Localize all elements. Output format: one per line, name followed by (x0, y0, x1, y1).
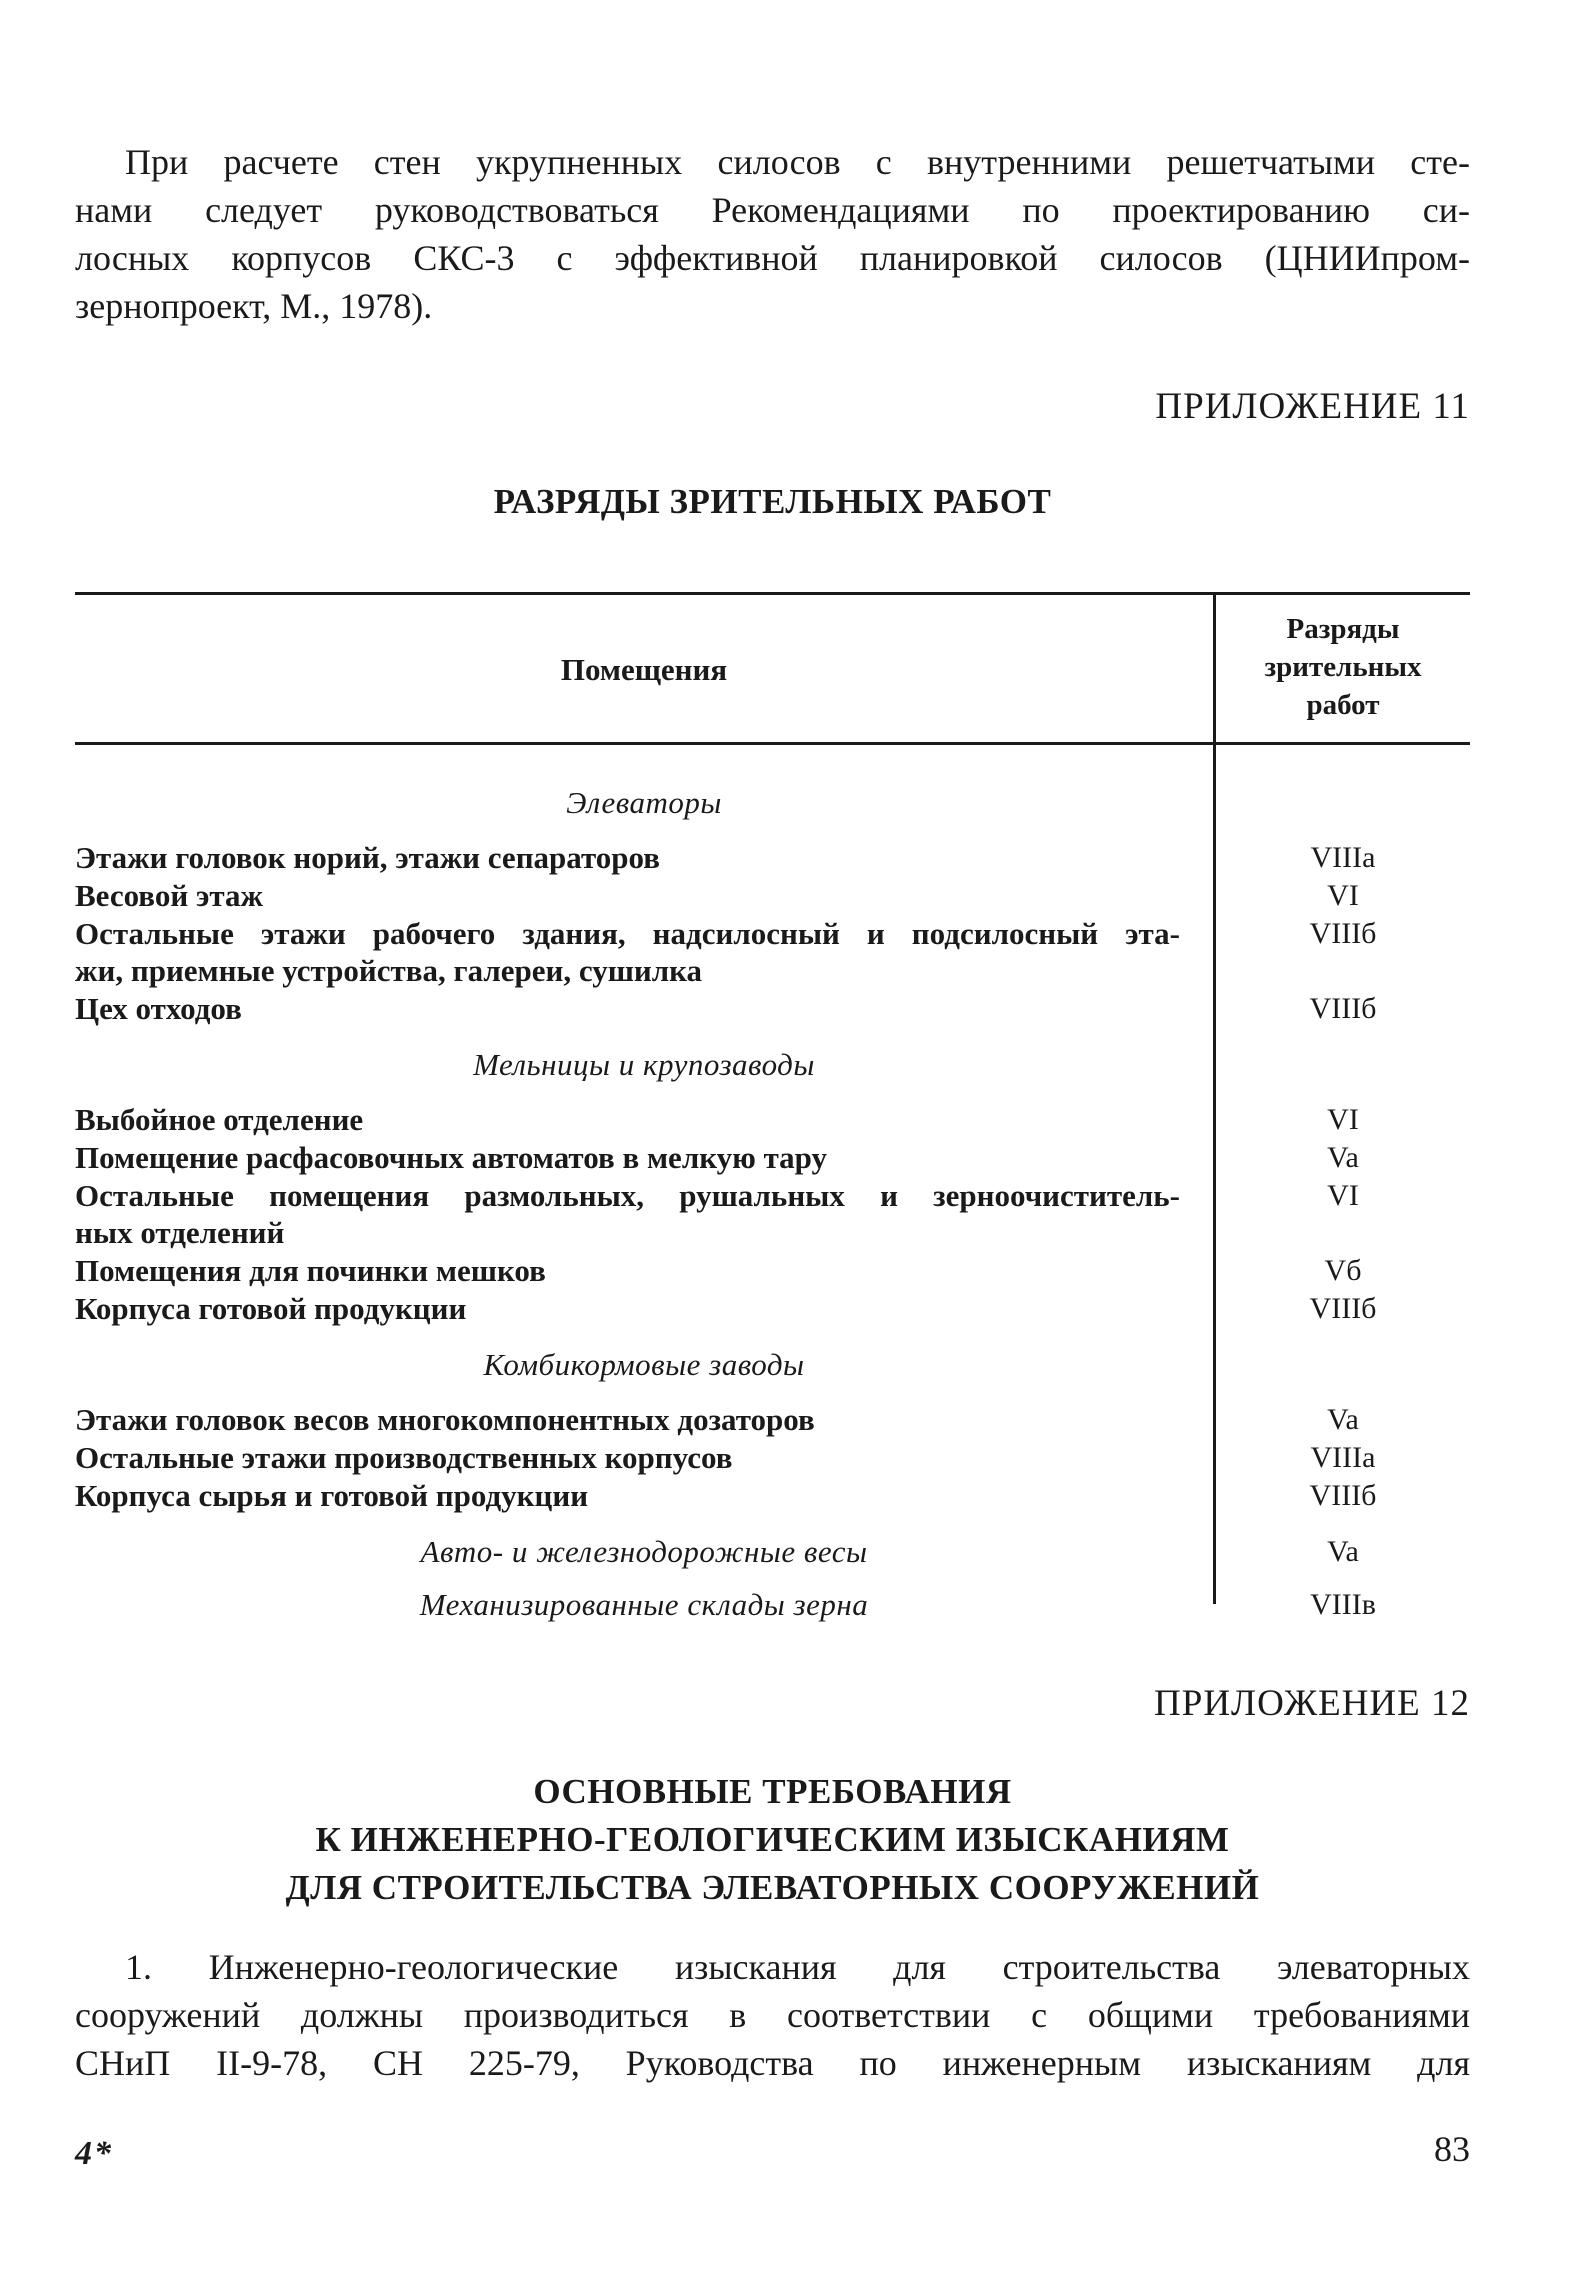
room-name (75, 877, 1180, 914)
room-name-line: Помещение расфасовочных автоматов в мелкую тару (75, 1140, 828, 1175)
paragraph-line: зернопроект, М., 1978). (75, 286, 433, 326)
room-name-line: жи, приемные устройства, галереи, сушилка (75, 953, 703, 988)
room-name (75, 839, 1180, 876)
paragraph-line: лосных корпусов СКС-3 с эффективной планировкой силосов (ЦНИИпром- (75, 238, 1470, 278)
column-header-line: Разряды (1286, 613, 1400, 645)
grade-value: VI (1327, 1103, 1359, 1136)
appendix-12-label: ПРИЛОЖЕНИЕ 12 (1154, 1683, 1470, 1724)
appendix-12-paragraph (75, 1943, 1470, 2087)
room-name-line: Выбойное отделение (75, 1102, 364, 1137)
room-name-line: Корпуса сырья и готовой продукции (75, 1478, 589, 1513)
column-header-grades (1216, 610, 1470, 724)
column-header-rooms: Помещения (560, 652, 728, 687)
column-header-line: зрительных (1264, 651, 1422, 683)
grade-value: VIIIб (1309, 1292, 1377, 1325)
grade-value: VIIIб (1309, 1479, 1377, 1512)
room-name (75, 1101, 1180, 1138)
grade-value: Va (1327, 1535, 1359, 1568)
grade-value: VIIIa (1310, 1441, 1376, 1474)
paragraph-line: 1. Инженерно-геологические изыскания для строительства элеваторных (125, 1947, 1470, 1987)
table-section-heading: Авто- и железнодорожные весы (420, 1534, 868, 1569)
table-section-heading: Механизированные склады зерна (419, 1587, 869, 1622)
table-top-rule (75, 592, 1470, 595)
appendix-11-title: РАЗРЯДЫ ЗРИТЕЛЬНЫХ РАБОТ (493, 482, 1052, 521)
paragraph-line: нами следует руководствоваться Рекомендациями по проектированию си- (75, 190, 1470, 230)
grade-value: VI (1327, 1179, 1359, 1212)
grade-value: VIIIб (1309, 917, 1377, 950)
grade-value: VIIIa (1310, 841, 1376, 874)
visual-work-grades-table (75, 592, 1470, 1622)
room-name (75, 1177, 1180, 1251)
appendix-11-label: ПРИЛОЖЕНИЕ 11 (1155, 386, 1470, 427)
room-name-line: Весовой этаж (75, 878, 263, 913)
appendix-12-title (75, 1768, 1470, 1912)
grade-value: Vб (1324, 1254, 1362, 1287)
room-name (75, 1401, 1180, 1438)
room-name-line: Помещения для починки мешков (75, 1253, 546, 1288)
room-name-line: Остальные этажи рабочего здания, надсилосный и подсилосный эта- (75, 916, 1180, 951)
table-section-heading: Комбикормовые заводы (483, 1347, 805, 1382)
room-name (75, 1252, 1180, 1289)
room-name-line: Этажи головок весов многокомпонентных дозаторов (75, 1402, 815, 1437)
room-name-line: Цех отходов (75, 991, 242, 1026)
table-section-heading: Мельницы и крупозаводы (473, 1047, 815, 1082)
title-line: ДЛЯ СТРОИТЕЛЬСТВА ЭЛЕВАТОРНЫХ СООРУЖЕНИЙ (285, 1868, 1260, 1907)
room-name (75, 1477, 1180, 1514)
grade-value: VI (1327, 879, 1359, 912)
room-name (75, 1439, 1180, 1476)
room-name-line: Остальные помещения размольных, рушальных и зерноочиститель- (75, 1178, 1180, 1213)
column-header-line: работ (1306, 689, 1380, 721)
room-name-line: Корпуса готовой продукции (75, 1291, 467, 1326)
title-line: ОСНОВНЫЕ ТРЕБОВАНИЯ (533, 1772, 1012, 1811)
room-name-line: Остальные этажи производственных корпусов (75, 1440, 733, 1475)
room-name (75, 915, 1180, 989)
room-name (75, 1139, 1180, 1176)
grade-value: VIIIб (1309, 992, 1377, 1025)
grade-value: Va (1327, 1403, 1359, 1436)
grade-value: Va (1327, 1141, 1359, 1174)
room-name-line: ных отделений (75, 1215, 285, 1250)
signature-mark: 4* (75, 2135, 113, 2172)
paragraph-line: сооружений должны производиться в соответствии с общими требованиями (75, 1995, 1470, 2035)
paragraph-line: При расчете стен укрупненных силосов с внутренними решетчатыми сте- (125, 142, 1470, 182)
title-line: К ИНЖЕНЕРНО-ГЕОЛОГИЧЕСКИМ ИЗЫСКАНИЯМ (315, 1820, 1230, 1859)
intro-paragraph (75, 138, 1470, 330)
page-number: 83 (1434, 2129, 1470, 2169)
table-header-rule (75, 742, 1470, 745)
room-name-line: Этажи головок норий, этажи сепараторов (75, 840, 661, 875)
room-name (75, 1290, 1180, 1327)
paragraph-line: СНиП II-9-78, СН 225-79, Руководства по инженерным изысканиям для (75, 2043, 1470, 2083)
room-name (75, 990, 1180, 1027)
table-section-heading: Элеваторы (566, 785, 722, 820)
grade-value: VIIIв (1310, 1588, 1376, 1621)
